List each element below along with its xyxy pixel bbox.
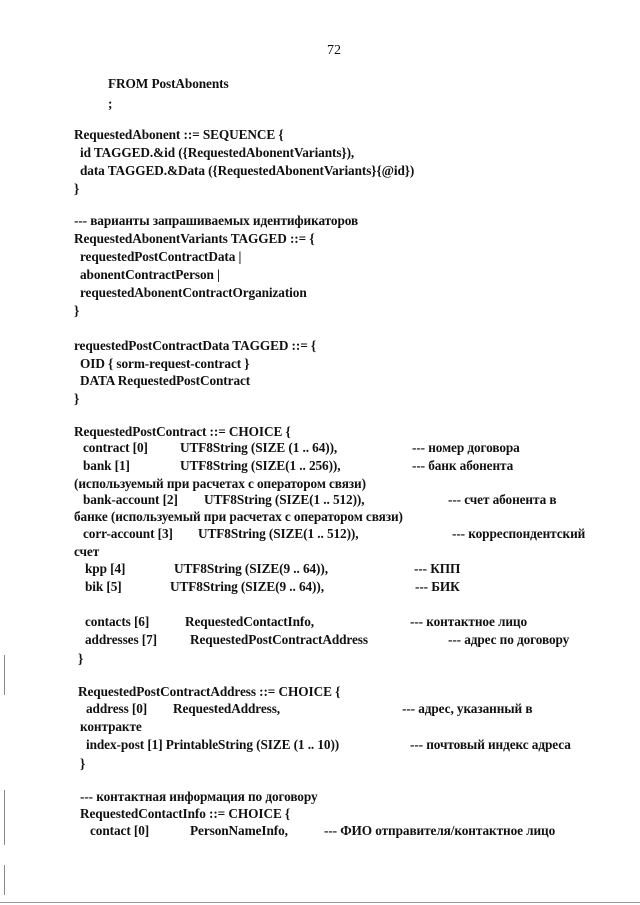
code-line: requestedPostContractData | — [80, 249, 242, 264]
code-line: UTF8String (SIZE(9 .. 64)), — [170, 579, 324, 594]
code-line: address [0] — [86, 701, 148, 716]
code-line: --- адрес, указанный в — [402, 701, 533, 716]
code-line: RequestedAbonent ::= SEQUENCE { — [74, 127, 284, 142]
code-line: счет — [74, 544, 100, 559]
code-line: ; — [108, 96, 113, 111]
code-line: corr-account [3] — [83, 526, 173, 541]
code-line: addresses [7] — [85, 632, 157, 647]
code-line: RequestedContactInfo ::= CHOICE { — [80, 806, 291, 821]
code-line: RequestedAddress, — [173, 701, 281, 716]
code-line: id TAGGED.&id ({RequestedAbonentVariants}), — [80, 145, 355, 160]
code-line: abonentContractPerson | — [80, 267, 220, 282]
code-line: банке (используемый при расчетах с оператором связи) — [74, 509, 403, 524]
code-line: FROM PostAbonents — [108, 76, 229, 91]
code-line: --- банк абонента — [412, 458, 514, 473]
code-line: RequestedPostContractAddress ::= CHOICE { — [78, 684, 341, 699]
code-line: OID { sorm-request-contract } — [80, 356, 250, 371]
code-line: RequestedPostContractAddress — [190, 632, 368, 647]
code-line: bank [1] — [83, 458, 130, 473]
code-line: UTF8String (SIZE(9 .. 64)), — [174, 561, 328, 576]
scan-margin-mark — [4, 655, 5, 695]
code-line: bank-account [2] — [83, 492, 178, 507]
code-line: UTF8String (SIZE (1 .. 64)), — [180, 440, 338, 455]
code-line: } — [74, 391, 80, 406]
code-line: --- адрес по договору — [448, 632, 570, 647]
code-line: RequestedAbonentVariants TAGGED ::= { — [74, 231, 315, 246]
code-line: requestedAbonentContractOrganization — [80, 285, 307, 300]
code-line: kpp [4] — [85, 561, 126, 576]
code-line: contacts [6] — [85, 614, 150, 629]
code-line: --- контактная информация по договору — [80, 789, 318, 804]
code-line: --- БИК — [415, 579, 460, 594]
code-line: UTF8String (SIZE(1 .. 256)), — [180, 458, 341, 473]
code-line: requestedPostContractData TAGGED ::= { — [74, 338, 317, 353]
code-line: PersonNameInfo, — [190, 823, 288, 838]
scan-margin-mark — [4, 790, 5, 845]
page-bottom-border — [0, 902, 640, 903]
code-line: RequestedContactInfo, — [185, 614, 315, 629]
page-number: 72 — [327, 43, 341, 58]
code-line: --- варианты запрашиваемых идентификаторов — [74, 213, 359, 228]
code-line: index-post [1] PrintableString (SIZE (1 .. 10)) — [86, 737, 340, 752]
code-line: } — [74, 181, 80, 196]
code-line: data TAGGED.&Data ({RequestedAbonentVariants}{@id}) — [80, 163, 415, 178]
code-line: UTF8String (SIZE(1 .. 512)), — [204, 492, 365, 507]
code-line: } — [74, 303, 80, 318]
code-line: RequestedPostContract ::= CHOICE { — [74, 424, 291, 439]
code-line: } — [78, 651, 84, 666]
code-line: bik [5] — [85, 579, 122, 594]
code-line: UTF8String (SIZE(1 .. 512)), — [198, 526, 359, 541]
code-line: DATA RequestedPostContract — [80, 373, 251, 388]
code-line: --- контактное лицо — [410, 614, 528, 629]
code-line: --- номер договора — [412, 440, 520, 455]
scan-margin-mark — [4, 865, 5, 895]
code-line: --- ФИО отправителя/контактное лицо — [324, 823, 556, 838]
code-line: контракте — [80, 719, 142, 734]
code-line: --- КПП — [414, 561, 461, 576]
code-line: (используемый при расчетах с оператором связи) — [74, 476, 366, 491]
code-line: contact [0] — [90, 823, 150, 838]
code-line: contract [0] — [83, 440, 148, 455]
code-line: --- почтовый индекс адреса — [410, 737, 571, 752]
code-line: --- счет абонента в — [448, 492, 557, 507]
code-line: } — [80, 756, 86, 771]
code-line: --- корреспондентский — [452, 526, 586, 541]
